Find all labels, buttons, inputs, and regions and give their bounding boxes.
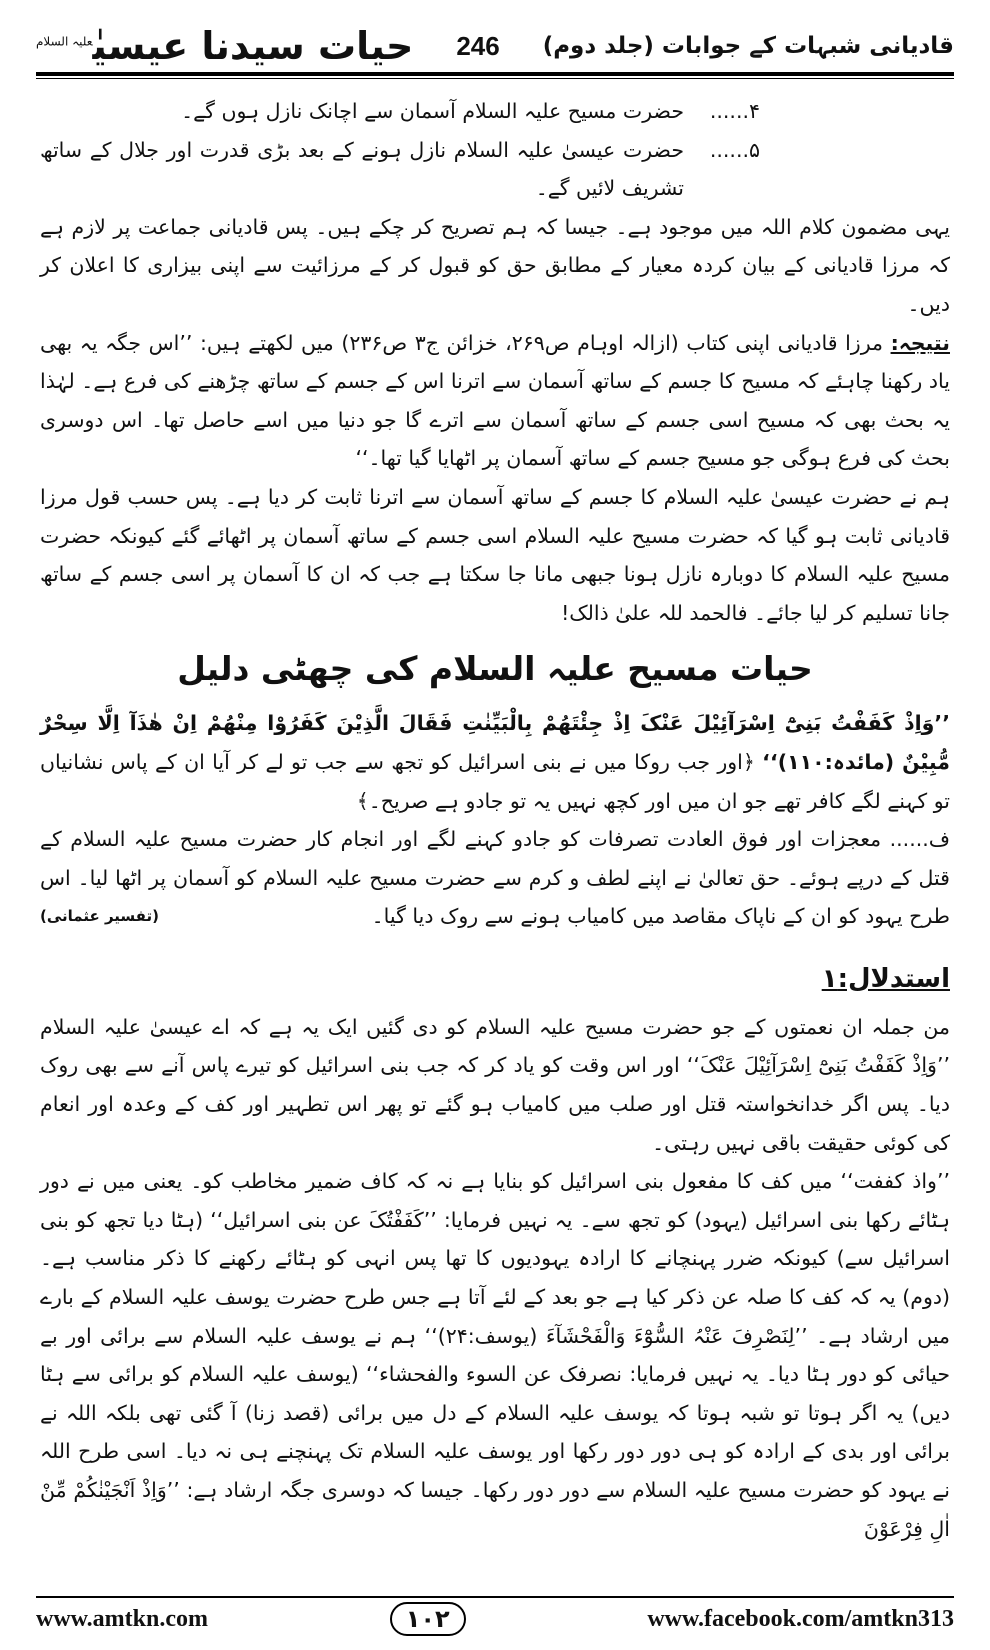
website-link[interactable]: www.amtkn.com [36, 1605, 208, 1632]
header-rule-thin [36, 78, 954, 79]
facebook-link[interactable]: www.facebook.com/amtkn313 [647, 1605, 954, 1632]
commentary-text: معجزات اور فوق العادت تصرفات کو جادو کہنے لگے اور انجام کار حضرت مسیح علیہ السلام کے قتل کے درپے ہوئے۔ حق تعالیٰ نے اپنے لطف و کرم سے حضرت مسیح علیہ السلام کو آسمان پر اٹھا لیا۔ اس طرح یہود کو ان کے ناپاک مقاصد میں کامیاب ہونے سے روک دیا گیا۔ [40, 827, 950, 929]
header-page-number: 246 [456, 30, 500, 61]
sub-heading: استدلال:۱ [821, 963, 950, 994]
line-number: ۵...... [709, 137, 760, 162]
commentary-label: ف...... [889, 827, 950, 852]
numbered-line-5 [40, 131, 950, 208]
numbered-line-4 [40, 92, 950, 131]
commentary-paragraph [40, 820, 950, 936]
verse-translation: ﴿اور جب روکا میں نے بنی اسرائیل کو تجھ سے جب تو لے کر آیا ان کے پاس نشانیاں تو کہنے لگے کافر تھے جو ان میں اور کچھ نہیں یہ تو جادو ہے صریح۔﴾ [40, 749, 950, 813]
volume-title: قادیانی شبہات کے جوابات (جلد دوم) [542, 33, 954, 59]
footer-rule [36, 1596, 954, 1598]
line-text: حضرت مسیح علیہ السلام آسمان سے اچانک نازل ہوں گے۔ [181, 99, 684, 123]
paragraph: من جملہ ان نعمتوں کے جو حضرت مسیح علیہ السلام کو دی گئیں ایک یہ ہے کہ اے عیسیٰ علیہ السلام ’’وَاِذْ کَفَفْتُ بَنِیْٓ اِسْرَآئِیْلَ عَنْکَ‘‘ اور اس وقت کو یاد کر کہ جب بنی اسرائیل کو تیرے پاس آنے سے بھی روک دیا۔ پس اگر خدانخواستہ قتل اور صلب میں کامیاب ہو گئے تو پھر اس تطہیر اور کف کے وعدہ اور انعام کی کوئی حقیقت باقی نہیں رہتی۔ [40, 1014, 950, 1155]
result-text: مرزا قادیانی اپنی کتاب (ازالہ اوہام ص۲۶۹، خزائن ج۳ ص۲۳۶) میں لکھتے ہیں: ’’اس جگہ یہ بھی یاد رکھنا چاہئے کہ مسیح کا جسم کے ساتھ آسمان سے اترنا اس کے جسم کے ساتھ چڑھنے کی فرع ہے۔ لہٰذا یہ بحث بھی کہ مسیح اسی جسم کے ساتھ آسمان سے اترے گا جو دنیا میں اسے حاصل تھا۔ اس دوسری بحث کی فرع ہوگی جو مسیح جسم کے ساتھ آسمان پر اٹھایا گیا تھا۔‘‘ [40, 330, 950, 471]
paragraph: ہم نے حضرت عیسیٰ علیہ السلام کا جسم کے ساتھ آسمان سے اترنا ثابت کر دیا ہے۔ پس حسب قول مرزا قادیانی ثابت ہو گیا کہ حضرت مسیح علیہ السلام اسی جسم کے ساتھ آسمان پر اٹھائے گئے کیونکہ حضرت مسیح علیہ السلام کا دوبارہ نازل ہونا جبھی مانا جا سکتا ہے جب کہ ان کا آسمان پر اسی جسم کے ساتھ جانا تسلیم کر لیا جائے۔ فالحمد للہ علیٰ ذالک! [40, 484, 950, 625]
header-rule [36, 72, 954, 76]
paragraph: ’’واذ کففت‘‘ میں کف کا مفعول بنی اسرائیل کو بنایا ہے نہ کہ کاف ضمیر مخاطب کو۔ یعنی میں نے دور ہٹائے رکھا بنی اسرائیل (یہود) کو تجھ سے۔ یہ نہیں فرمایا: ’’کَفَفْتُکَ عن بنی اسرائیل‘‘ (ہٹا دیا تجھ کو بنی اسرائیل سے) کیونکہ ضرر پہنچانے کا ارادہ یہودیوں کا تھا پس انہی کو ہٹائے رکھنے کا ذکر مناسب ہے۔ (دوم) یہ کہ کف کا صلہ عن ذکر کیا ہے جو بعد کے لئے آتا ہے جس طرح حضرت یوسف علیہ السلام کے بارے میں ارشاد ہے۔ ’’لِنَصْرِفَ عَنْہُ السُّوْٓءَ وَالْفَحْشَآءَ (یوسف:۲۴)‘‘ ہم نے یوسف علیہ السلام سے برائی اور بے حیائی کو دور ہٹا دیا۔ یہ نہیں فرمایا: نصرفک عن السوء والفحشاء‘‘ (یوسف علیہ السلام کو برائی سے ہٹا دیں) یہ اگر ہوتا تو شبہ ہوتا کہ یوسف علیہ السلام کے دل میں برائی (قصد زنا) آ گئی تھی بلکہ اللہ نے برائی اور بدی کے ارادہ کو ہی دور دور رکھا اور یوسف علیہ السلام تک پہنچنے ہی نہ دیا۔ اسی طرح اللہ نے یہود کو حضرت مسیح علیہ السلام سے دور دور رکھا۔ جیسا کہ دوسری جگہ ارشاد ہے: ’’وَاِذْ اَنْجَیْنٰکُمْ مِّنْ اٰلِ فِرْعَوْنَ [40, 1169, 950, 1541]
verse-text: ’’وَاِذْ کَفَفْتُ بَنِیْٓ اِسْرَآئِیْلَ عَنْکَ اِذْ جِئْتَھُمْ بِالْبَیِّنٰتِ فَقَالَ الَّذِیْنَ کَفَرُوْا مِنْھُمْ اِنْ ھٰذَآ اِلَّا سِحْرٌ مُّبِیْنٌ (مائدہ:۱۱۰)‘‘ [40, 711, 950, 774]
verse-paragraph [40, 704, 950, 820]
page-header [36, 22, 954, 78]
result-paragraph [40, 324, 950, 478]
section-heading: حیات مسیح علیہ السلام کی چھٹی دلیل [177, 649, 813, 689]
page-footer [36, 1596, 954, 1640]
page-body [40, 92, 950, 1548]
book-title-text: حیات سیدنا عیسیٰ [92, 24, 414, 68]
commentary-reference: (تفسیر عثمانی) [40, 907, 159, 926]
line-text: حضرت عیسیٰ علیہ السلام نازل ہونے کے بعد بڑی قدرت اور جلال کے ساتھ تشریف لائیں گے۔ [40, 137, 684, 201]
line-number: ۴...... [709, 99, 760, 123]
salutation: علیہ السلام [36, 34, 93, 49]
result-label: نتیجہ: [890, 330, 950, 355]
paragraph: یہی مضمون کلام اللہ میں موجود ہے۔ جیسا کہ ہم تصریح کر چکے ہیں۔ پس قادیانی جماعت پر لازم ہے کہ مرزا قادیانی کے بیان کردہ معیار کے مطابق حق کو قبول کر کے مرزائیت سے اپنی بیزاری کا اعلان کر دیں۔ [40, 214, 950, 316]
footer-page-number: ۱۰۲ [390, 1602, 466, 1636]
book-title [36, 24, 413, 68]
